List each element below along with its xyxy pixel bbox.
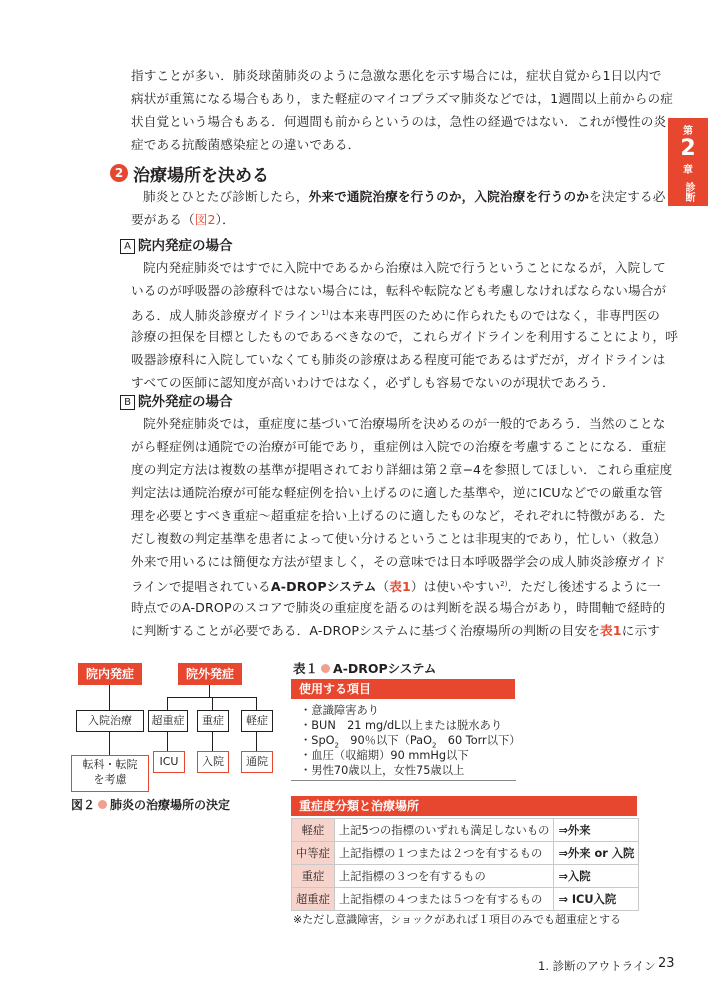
suba-line-3: ある．成人肺炎診療ガイドライン$^{1)}$は本来専門医のために作られたものではなく，非専門医の: [131, 308, 660, 324]
inhouse-box: 院内発症: [78, 663, 142, 685]
level-cell: 重症: [292, 865, 335, 888]
subb-line-4: 判定法は通院治療が可能な軽症例を拾い上げるのに適した基準や，逆にICUなどでの厳重な管: [131, 485, 663, 500]
section-title: 治療場所を決める: [133, 166, 269, 186]
connector-line: [209, 685, 210, 697]
outpatient-onset-box: 院外発症: [178, 663, 242, 685]
items-header: 使用する項目: [291, 679, 515, 699]
suba-line-1: 院内発症肺炎ではすでに入院中であるから治療は入院で行うということになるが，入院して: [143, 260, 666, 275]
severity-row: [292, 842, 639, 865]
chapter-prefix: 第: [683, 126, 693, 137]
level-cell: 軽症: [292, 819, 335, 842]
outpatient-box: 通院: [241, 751, 273, 773]
subb-line-1: 院外発症肺炎では，重症度に基づいて治療場所を決めるのが一般的であろう．当然のことな: [143, 416, 666, 431]
connector-line: [256, 697, 257, 710]
item-consciousness: ・意識障害あり: [300, 704, 380, 717]
connector-line: [109, 685, 110, 710]
intro-line-2: 病状が重篤になる場合もあり，また軽症のマイコプラズマ肺炎などでは，1週間以上前からの症: [131, 91, 674, 106]
subb-line-9: 時点でのA-DROPのスコアで肺炎の重症度を語るのは判断を誤る場合があり，時間軸で経時的: [131, 600, 666, 615]
severe-box: 重症: [197, 710, 229, 732]
super-severe-box: 超重症: [148, 710, 188, 732]
subb-line-7: 外来で用いるには簡便な方法が望ましく，その意味では日本呼吸器学会の成人肺炎診療ガイド: [131, 554, 666, 569]
subb-line-2: がら軽症例は通院での治療が可能であり，重症例は入院での治療を考慮することになる．重症: [131, 439, 667, 454]
severity-row: [292, 888, 639, 911]
table-1-reference-2: 表1: [600, 623, 622, 638]
item-bun: ・BUN 21 mg/dL以上または脱水あり: [300, 719, 503, 732]
subsection-b-letter: B: [120, 395, 135, 410]
connector-line: [109, 731, 110, 755]
intro-line-4: 症である抗酸菌感染症との違いである．: [131, 137, 361, 152]
subsection-a-heading: A 院内発症の場合: [120, 234, 233, 254]
subb-line-6: だし複数の判定基準を患者によって使い分けるということは非現実的であり，忙しい（救急）: [131, 531, 667, 546]
chapter-tab: [668, 118, 708, 206]
level-cell: 超重症: [292, 888, 335, 911]
severity-row: [292, 865, 639, 888]
connector-line: [212, 731, 213, 751]
item-age: ・男性70歳以上，女性75歳以上: [300, 764, 465, 777]
subb-line-3: 度の判定方法は複数の基準が提唱されており詳細は第２章−4を参照してほしい．これら重症度: [131, 462, 673, 477]
suba-line-5: 吸器診療科に入院していなくても肺炎の診療はある程度可能であるはずだが，ガイドラインは: [131, 352, 666, 367]
place-cell: ⇒ ICU入院: [554, 888, 639, 911]
section2-line-2: 要がある（図2）．: [131, 212, 235, 227]
transfer-consider-box: 転科・転院 を考慮: [71, 755, 149, 792]
connector-line: [167, 731, 168, 751]
criteria-cell: 上記指標の３つを有するもの: [334, 865, 554, 888]
figure-2-caption: 図２ 肺炎の治療場所の決定: [71, 798, 231, 812]
severity-table: [291, 818, 639, 911]
place-cell: ⇒外来 or 入院: [554, 842, 639, 865]
criteria-cell: 上記指標の１つまたは２つを有するもの: [334, 842, 554, 865]
intro-line-3: 状自覚という場合もある．何週間も前からというのは，急性の経過ではない．これが慢性の炎: [131, 114, 667, 129]
connector-line: [167, 697, 168, 710]
footer-section: 1. 診断のアウトライン: [538, 959, 656, 973]
subsection-a-letter: A: [120, 239, 135, 254]
items-divider: [291, 780, 516, 781]
suba-line-4: 診療の担保を目標としたものであるべきなので，これらガイドラインを利用することにより，呼: [131, 329, 678, 344]
suba-line-6: すべての医師に認知度が高いわけではなく，必ずしも容易でないのが現状であろう．: [131, 375, 615, 390]
suba-line-2: いるのが呼吸器の診療科ではない場合には，転科や転院なども考慮しなければならない場合が: [131, 283, 667, 298]
connector-line: [256, 731, 257, 751]
intro-line-1: 指すことが多い．肺炎球菌肺炎のように急激な悪化を示す場合には，症状自覚から1日以内で: [131, 68, 662, 83]
criteria-cell: 上記指標の４つまたは５つを有するもの: [334, 888, 554, 911]
table-1-reference: 表1: [389, 579, 411, 595]
table-1-title: 表１ A-DROPシステム: [293, 661, 437, 676]
criteria-cell: 上記5つの指標のいずれも満足しないもの: [334, 819, 554, 842]
connector-line: [212, 697, 213, 710]
severity-header: 重症度分類と治療場所: [291, 796, 637, 816]
place-cell: ⇒外来: [554, 819, 639, 842]
subb-line-8: ラインで提唱されているA-DROPシステム（表1）は使いやすい$^{2)}$．ただし後述するように一: [131, 579, 661, 595]
chapter-number: 2: [680, 136, 696, 161]
item-spo2: ・SpO$_2$ 90％以下（PaO$_2$ 60 Torr以下）: [300, 734, 521, 750]
admit-box: 入院: [197, 751, 229, 773]
level-cell: 中等症: [292, 842, 335, 865]
inpatient-treatment-box: 入院治療: [76, 710, 144, 732]
section-number: 2: [110, 164, 128, 182]
severity-row: [292, 819, 639, 842]
subsection-b-heading: B 院外発症の場合: [120, 390, 233, 410]
mild-box: 軽症: [241, 710, 273, 732]
chapter-suffix: 章: [683, 165, 693, 176]
page-number: 23: [658, 956, 675, 971]
item-bp: ・血圧（収縮期）90 mmHg以下: [300, 749, 469, 762]
chapter-title: 診断: [683, 182, 694, 202]
icu-box: ICU: [153, 751, 185, 773]
subb-line-10: に判断することが必要である．A-DROPシステムに基づく治療場所の判断の目安を表1に示す: [131, 623, 660, 638]
place-cell: ⇒入院: [554, 865, 639, 888]
section2-line-1: 肺炎とひとたび診断したら，外来で通院治療を行うのか，入院治療を行うのかを決定する必: [143, 189, 666, 204]
subb-line-5: 理を必要とすべき重症〜超重症を拾い上げるのに適したものなど，それぞれに特徴がある．た: [131, 508, 666, 523]
figure-2-reference: 図2: [194, 212, 216, 227]
table-1-note: ※ただし意識障害，ショックがあれば１項目のみでも超重症とする: [293, 913, 621, 926]
